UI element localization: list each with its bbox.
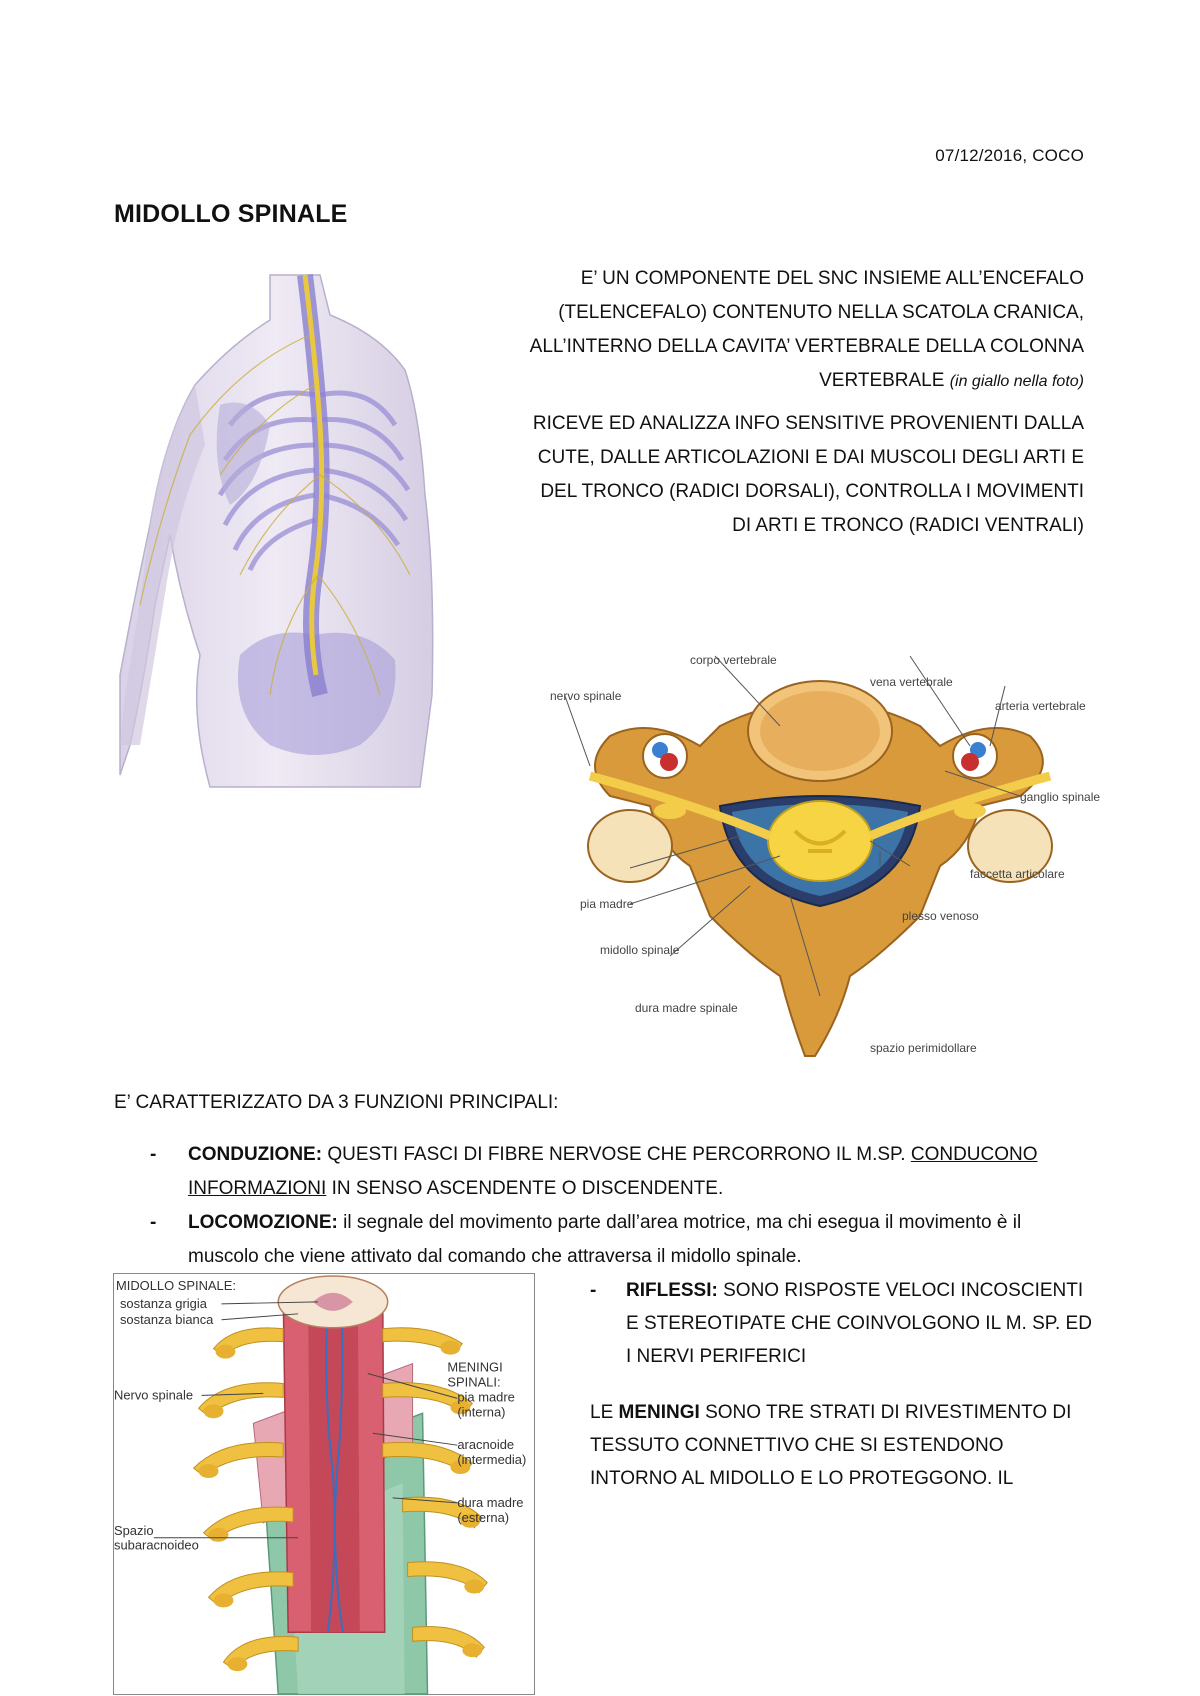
- label-dura-madre-spinale: dura madre spinale: [635, 1001, 738, 1015]
- document-date: 07/12/2016, COCO: [935, 146, 1084, 165]
- spinal-label-spinali: SPINALI:: [447, 1374, 501, 1390]
- conduzione-underlined: CONDUCONO INFORMAZIONI: [188, 1144, 1038, 1199]
- list-item-locomozione: - LOCOMOZIONE: il segnale del movimento parte dall’area motrice, ma chi esegua il movimento è il muscolo che viene attivato dal comando che attraversa il midollo spinale.: [150, 1206, 1090, 1274]
- conduzione-label: CONDUZIONE:: [188, 1144, 323, 1165]
- spinal-cord-meninges-figure: [113, 1273, 535, 1695]
- intro-paragraph-1: E’ UN COMPONENTE DEL SNC INSIEME ALL’ENCEFALO (TELENCEFALO) CONTENUTO NELLA SCATOLA CRANICA, ALL’INTERNO DELLA CAVITA’ VERTEBRALE DELLA COLONNA VERTEBRALE (in giallo nella foto): [529, 268, 1084, 391]
- label-midollo-spinale: midollo spinale: [600, 943, 680, 957]
- spinal-label-dura-sub: (esterna): [457, 1509, 510, 1525]
- label-pia-madre: pia madre: [580, 897, 634, 911]
- label-nervo-spinale: nervo spinale: [550, 689, 622, 703]
- spinal-label-bianca: sostanza bianca: [119, 1311, 214, 1327]
- list-dash: -: [150, 1212, 157, 1233]
- meningi-paragraph: LE MENINGI SONO TRE STRATI DI RIVESTIMENTO DI TESSUTO CONNETTIVO CHE SI ESTENDONO INTORNO AL MIDOLLO E LO PROTEGGONO. IL: [590, 1402, 1072, 1489]
- list-dash: -: [590, 1280, 597, 1301]
- list-dash: -: [150, 1144, 157, 1165]
- functions-list: [150, 1138, 1090, 1274]
- meningi-term: MENINGI: [618, 1402, 700, 1423]
- spinal-label-dura: dura madre: [457, 1494, 524, 1510]
- label-corpo-vertebrale: corpo vertebrale: [690, 653, 777, 667]
- spinal-label-aracnoide: aracnoide: [457, 1437, 515, 1453]
- label-arteria-vertebrale: arteria vertebrale: [995, 699, 1086, 713]
- label-faccetta-articolare: faccetta articolare: [970, 867, 1065, 881]
- spinal-label-nervo: Nervo spinale: [114, 1387, 194, 1403]
- spinal-label-pia: pia madre: [457, 1389, 515, 1405]
- spine-body-illustration: [120, 275, 465, 787]
- riflessi-list: [590, 1274, 1100, 1373]
- spinal-label-title: MIDOLLO SPINALE:: [115, 1277, 236, 1293]
- spinal-label-meningi: MENINGI: [447, 1359, 503, 1375]
- spinal-label-spazio: Spazio: [114, 1522, 154, 1538]
- intro-paragraph-2: RICEVE ED ANALIZZA INFO SENSITIVE PROVENIENTI DALLA CUTE, DALLE ARTICOLAZIONI E DAI MUSCOLI DEGLI ARTI E DEL TRONCO (RADICI DORSALI), CONTROLLA I MOVIMENTI DI ARTI E TRONCO (RADICI VENTRALI): [532, 413, 1084, 536]
- page-title: MIDOLLO SPINALE: [114, 200, 348, 228]
- spinal-label-aracnoide-sub: (intermedia): [457, 1452, 527, 1468]
- intro-text: [524, 262, 1084, 551]
- label-plesso-venoso: plesso venoso: [902, 909, 979, 923]
- locomozione-label: LOCOMOZIONE:: [188, 1212, 338, 1233]
- functions-heading: E’ CARATTERIZZATO DA 3 FUNZIONI PRINCIPALI:: [114, 1092, 559, 1113]
- label-ganglio-spinale: ganglio spinale: [1020, 790, 1101, 804]
- spinal-label-pia-sub: (interna): [457, 1404, 506, 1420]
- list-item-riflessi: - RIFLESSI: SONO RISPOSTE VELOCI INCOSCIENTI E STEREOTIPATE CHE COINVOLGONO IL M. SP. ED I NERVI PERIFERICI: [590, 1274, 1100, 1373]
- list-item-conduzione: - CONDUZIONE: QUESTI FASCI DI FIBRE NERVOSE CHE PERCORRONO IL M.SP. CONDUCONO INFORMAZIONI IN SENSO ASCENDENTE O DISCENDENTE.: [150, 1138, 1090, 1206]
- spinal-label-subaracnoideo: subaracnoideo: [114, 1537, 199, 1553]
- label-vena-vertebrale: vena vertebrale: [870, 675, 953, 689]
- vertebra-cross-section-figure: [550, 653, 1101, 1056]
- intro-note: (in giallo nella foto): [949, 373, 1084, 390]
- riflessi-label: RIFLESSI:: [626, 1280, 718, 1301]
- label-spazio-perimidollare: spazio perimidollare: [870, 1041, 977, 1055]
- spinal-label-grigia: sostanza grigia: [119, 1295, 207, 1311]
